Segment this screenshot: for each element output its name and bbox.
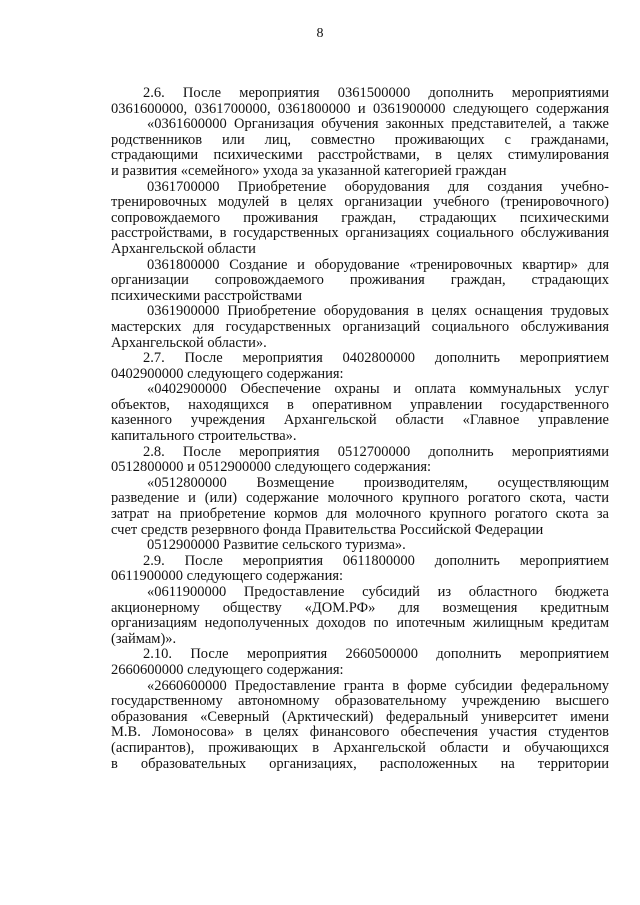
text-line: «0512800000 Возмещение производителям, осуществляющим [147,474,609,491]
text-line: 0361700000 Приобретение оборудования для создания учебно- [147,178,609,195]
text-line: сопровождаемого проживания граждан, страдающих психическими [111,209,609,226]
text-line: тренировочных модулей в целях организации учебного (тренировочного) [111,194,609,211]
document-body [111,86,609,772]
text-line: объектов, находящихся в оперативном управлении государственного [111,396,609,413]
text-line: разведение и (или) содержание молочного крупного рогатого скота, части [111,490,609,507]
page-number: 8 [316,26,324,41]
text-line: затрат на приобретение кормов для молочного крупного рогатого скота за [111,506,609,523]
text-line: мастерских для государственных организаций социального обслуживания [111,318,609,335]
text-line: (аспирантов), проживающих в Архангельской области и обучающихся [111,739,609,756]
text-line: счет средств резервного фонда Правительства Российской Федерации [111,521,544,538]
text-line: Архангельской области». [111,334,267,351]
text-line: 0361900000 Приобретение оборудования в целях оснащения трудовых [147,303,609,320]
text-line: 2.10. После мероприятия 2660500000 дополнить мероприятием [143,646,609,663]
text-line: капитального строительства». [111,428,297,445]
text-line: психическими расстройствами [111,287,302,304]
text-line: организации сопровождаемого проживания граждан, страдающих [111,272,609,289]
text-line: (займам)». [111,630,177,647]
text-line: акционерному обществу «ДОМ.РФ» для возмещения кредитным [111,599,609,616]
text-line: 2.8. После мероприятия 0512700000 дополнить мероприятиями [143,443,609,460]
text-line: в образовательных организациях, расположенных на территории [111,755,609,772]
text-line: 2.9. После мероприятия 0611800000 дополнить мероприятием [143,552,609,569]
text-line: 2660600000 следующего содержания: [111,661,344,678]
text-line: организациям недополученных доходов по ипотечным жилищным кредитам [111,615,609,632]
text-line: «0402900000 Обеспечение охраны и оплата коммунальных услуг [147,381,609,398]
text-line: «0611900000 Предоставление субсидий из областного бюджета [147,584,609,600]
text-line: казенного учреждения Архангельской области «Главное управление [111,412,609,429]
text-line: Архангельской области [111,240,256,257]
text-line: «2660600000 Предоставление гранта в форме субсидии федеральному [147,677,609,694]
text-line: образования «Северный (Арктический) федеральный университет имени [111,708,609,725]
text-line: 0611900000 следующего содержания: [111,568,344,585]
text-line: 0361600000, 0361700000, 0361800000 и 0361900000 следующего содержания [111,100,609,117]
text-line: родственников или лиц, совместно проживающих с гражданами, [111,131,609,148]
text-line: 2.7. После мероприятия 0402800000 дополнить мероприятием [143,350,609,367]
text-line: 0512900000 Развитие сельского туризма». [147,537,406,554]
text-line: 0512800000 и 0512900000 следующего содержания: [111,459,432,476]
text-line: «0361600000 Организация обучения законных представителей, а также [147,116,609,133]
text-line: 2.6. После мероприятия 0361500000 дополнить мероприятиями [143,85,609,101]
text-line: страдающими психическими расстройствами, в целях стимулирования [111,147,609,164]
text-line: 0361800000 Создание и оборудование «тренировочных квартир» для [147,256,609,273]
text-line: 0402900000 следующего содержания: [111,365,344,382]
text-line: и развития «семейного» ухода за указанной категорией граждан [111,162,507,179]
text-line: М.В. Ломоносова» в целях финансового обеспечения участия студентов [111,724,609,741]
text-line: государственному автономному образовательному учреждению высшего [111,693,609,710]
text-line: расстройствами, в государственных организациях социального обслуживания [111,225,609,242]
